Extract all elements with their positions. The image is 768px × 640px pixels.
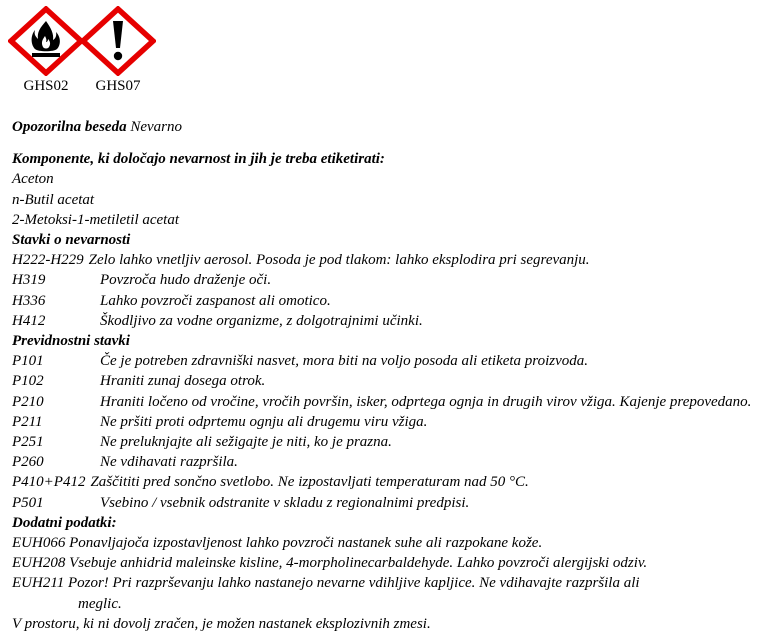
hazard-statement: [12, 311, 762, 331]
pictogram-code: GHS07: [95, 78, 141, 94]
additional-statement: [12, 573, 762, 613]
statement-text: Škodljivo za vodne organizme, z dolgotrajnimi učinki.: [100, 312, 423, 329]
statement-code: EUH208: [12, 555, 66, 572]
statement-text: Vsebuje anhidrid maleinske kisline, 4-morpholinecarbaldehyde. Lahko povzroči alergijski odziv.: [69, 555, 648, 572]
statement-text: Ponavljajoča izpostavljenost lahko povzroči nastanek suhe ali razpokane kože.: [69, 535, 543, 552]
hazard-heading: Stavki o nevarnosti: [12, 232, 131, 249]
hazard-statement: [12, 291, 762, 311]
additional-statement: [12, 553, 762, 573]
statement-code: P501: [12, 494, 44, 511]
statement-text: Povzroča hudo draženje oči.: [100, 272, 272, 289]
statement-code: P211: [12, 413, 43, 430]
statement-code: P210: [12, 393, 44, 410]
signal-word-label: Opozorilna beseda: [12, 119, 127, 135]
precautionary-statement: [12, 493, 762, 513]
statement-code: P410+P412: [12, 474, 86, 491]
hazard-pictograms: [8, 6, 178, 96]
statement-text: Zaščititi pred sončno svetlobo. Ne izpostavljati temperaturam nad 50 °C.: [90, 474, 529, 491]
hazard-statement: [12, 250, 762, 270]
component-item: Aceton: [12, 171, 54, 188]
pictogram-ghs02: [8, 6, 84, 94]
components-heading: Komponente, ki določajo nevarnost in jih je treba etiketirati:: [12, 151, 385, 168]
pictogram-code: GHS02: [23, 78, 69, 94]
component-item: n-Butil acetat: [12, 191, 95, 208]
statement-text: Hraniti zunaj dosega otrok.: [100, 373, 266, 390]
precautionary-statement: [12, 432, 762, 452]
statement-text: Ne vdihavati razpršila.: [100, 454, 238, 471]
statement-text: Hraniti ločeno od vročine, vročih površin, isker, odprtega ognja in drugih virov vžiga. Kajenje prepovedano.: [100, 393, 752, 410]
signal-word: [12, 117, 762, 137]
additional-statement: [12, 533, 762, 553]
exclamation-mark-icon: [80, 6, 156, 76]
precautionary-statement: [12, 472, 762, 492]
precautionary-statement: [12, 412, 762, 432]
additional-heading: Dodatni podatki:: [12, 514, 117, 531]
statement-code: P251: [12, 434, 44, 451]
precautionary-statement: [12, 351, 762, 371]
statement-code: H222-H229: [12, 252, 84, 269]
statement-code: H412: [12, 312, 46, 329]
statement-text: Lahko povzroči zaspanost ali omotico.: [100, 292, 331, 309]
statement-code: P260: [12, 454, 44, 471]
statement-text: Vsebino / vsebnik odstranite v skladu z regionalnimi predpisi.: [100, 494, 470, 511]
precautionary-statement: [12, 452, 762, 472]
statement-code: H319: [12, 272, 46, 289]
statement-code: P101: [12, 353, 44, 370]
component-item: 2-Metoksi-1-metiletil acetat: [12, 211, 180, 228]
precautionary-heading: Previdnostni stavki: [12, 333, 130, 350]
statement-code: H336: [12, 292, 46, 309]
statement-code: EUH211: [12, 575, 65, 592]
label-text: [12, 117, 762, 634]
statement-text-continuation: meglic.: [78, 595, 122, 612]
pictogram-ghs07: [80, 6, 156, 94]
statement-text: Ne pršiti proti odprtemu ognju ali drugemu viru vžiga.: [100, 413, 428, 430]
flame-icon: [8, 6, 84, 76]
statement-code: EUH066: [12, 535, 66, 552]
statement-text: Če je potreben zdravniški nasvet, mora biti na voljo posoda ali etiketa proizvoda.: [100, 353, 588, 370]
precautionary-statement: [12, 371, 762, 391]
additional-note: V prostoru, ki ni dovolj zračen, je možen nastanek eksplozivnih zmesi.: [12, 615, 431, 632]
precautionary-statement: [12, 392, 762, 412]
signal-word-value: Nevarno: [130, 119, 183, 135]
statement-text: Zelo lahko vnetljiv aerosol. Posoda je pod tlakom: lahko eksplodira pri segrevanju.: [88, 252, 590, 269]
statement-text: Pozor! Pri razprševanju lahko nastanejo nevarne vdihljive kapljice. Ne vdihavajte razpršila ali: [67, 575, 640, 592]
statement-code: P102: [12, 373, 44, 390]
statement-text: Ne preluknjajte ali sežigajte je niti, ko je prazna.: [100, 434, 392, 451]
hazard-statement: [12, 270, 762, 290]
